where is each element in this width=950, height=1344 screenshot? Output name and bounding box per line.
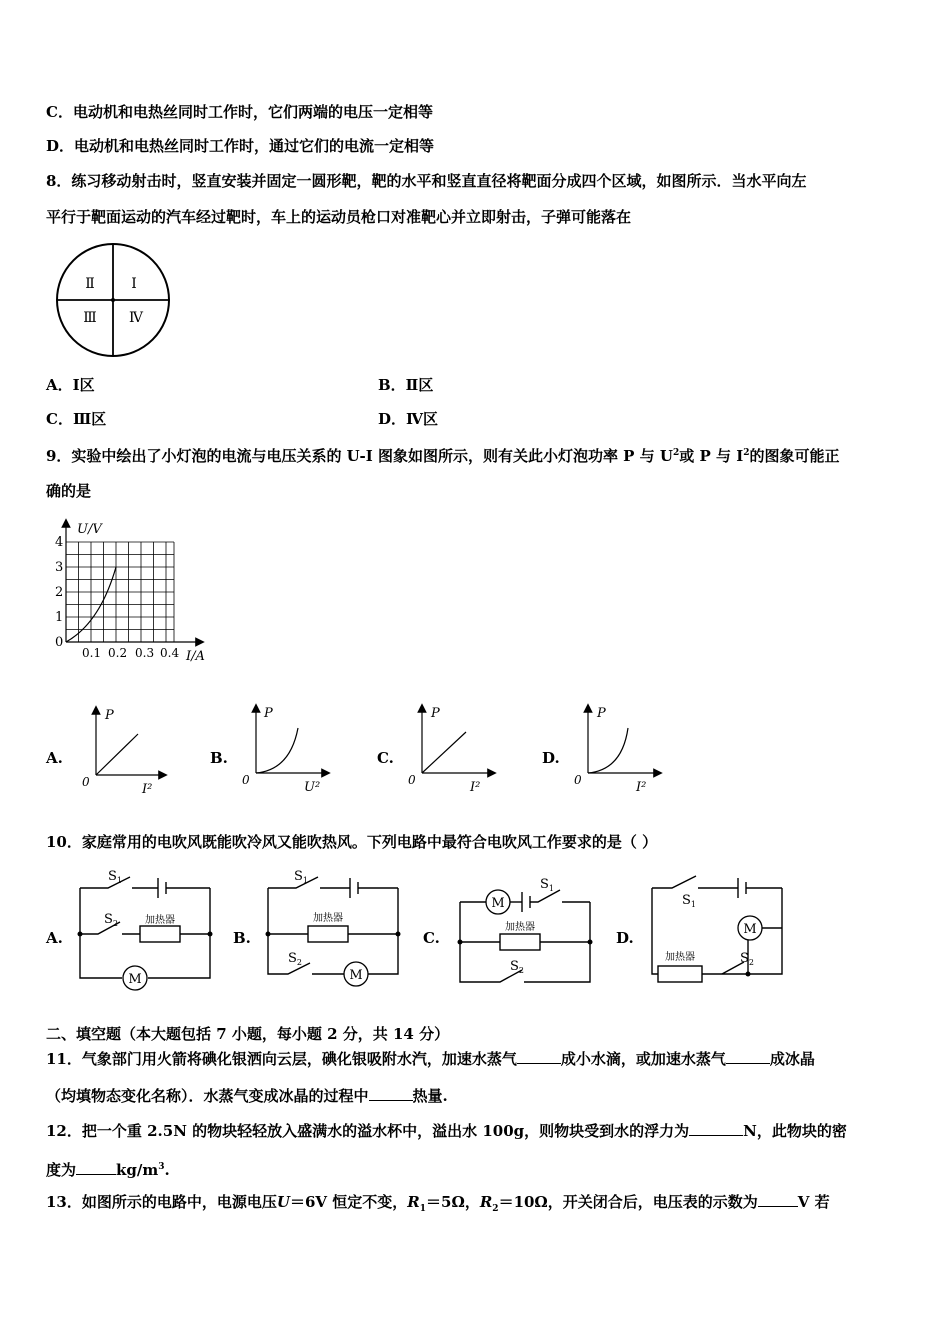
svg-text:M: M <box>349 968 363 983</box>
y-tick-4: 4 <box>55 535 64 550</box>
graph-grid <box>66 542 174 642</box>
svg-text:S1: $S_1$ <box>682 893 696 909</box>
q12-line1: 12．把一个重 2.5N 的物块轻轻放入盛满水的溢水杯中，溢出水 100g，则物块受到水的浮力为 N，此物块的密 <box>46 1122 847 1140</box>
q12-line2: 度为 $kg/m^3$. <box>46 1161 170 1179</box>
svg-text:S1: $S_1$ <box>108 869 122 885</box>
svg-text:0: 0 <box>574 773 582 787</box>
q9-option-d-letter: D. <box>542 749 560 767</box>
heater-label: 加热器 <box>505 922 535 933</box>
svg-text:I²: I² <box>470 780 481 795</box>
svg-text:P: P <box>431 706 440 721</box>
linear-line <box>422 732 466 773</box>
svg-text:M: M <box>491 896 505 911</box>
svg-text:U²: U² <box>304 780 321 795</box>
graph-x-label: I/A <box>186 649 205 664</box>
svg-text:S1: $S_1$ <box>294 869 308 885</box>
svg-text:P: P <box>264 706 273 721</box>
heater-label: 加热器 <box>145 915 175 926</box>
q11-line1: 11．气象部门用火箭将碘化银洒向云层，碘化银吸附水汽，加速水蒸气 成小水滴，或加速水蒸气 成冰晶 <box>46 1050 815 1068</box>
q10-option-d-letter: D. <box>616 929 634 947</box>
svg-text:P: P <box>597 706 606 721</box>
concave-curve <box>588 728 628 773</box>
q9-option-a-graph <box>78 702 168 797</box>
q11-line2: （均填物态变化名称）．水蒸气变成冰晶的过程中 热量. <box>46 1087 448 1105</box>
svg-text:S2: $S_2$ <box>510 959 524 975</box>
q10-circuit-c <box>450 862 600 997</box>
q8-option-d: D．Ⅳ区 <box>378 410 439 428</box>
svg-text:S1: $S_1$ <box>540 877 554 893</box>
q8-stem-line2: 平行于靶面运动的汽车经过靶时，车上的运动员枪口对准靶心并立即射击，子弹可能落在 <box>46 208 632 226</box>
q10-option-c-letter: C. <box>423 929 440 947</box>
svg-text:S2: $S_2$ <box>740 951 754 967</box>
q9-stem-line1: 9．实验中绘出了小灯泡的电流与电压关系的 U-I 图象如图所示，则有关此小灯泡功率 P 与 $U^2$或 P 与 $I^2$的图象可能正 <box>46 447 840 465</box>
svg-text:S2: $S_2$ <box>104 912 118 928</box>
svg-text:S2: $S_2$ <box>288 951 302 967</box>
x-tick-0.1: 0.1 <box>82 646 102 660</box>
y-tick-3: 3 <box>55 560 64 575</box>
q9-option-d-graph <box>570 700 665 795</box>
q10-option-b-letter: B. <box>233 929 251 947</box>
q8-stem-line1: 8．练习移动射击时，竖直安装并固定一圆形靶，靶的水平和竖直直径将靶面分成四个区域，如图所示．当水平向左 <box>46 172 807 190</box>
y-tick-1: 1 <box>55 610 64 625</box>
q7-option-c: C．电动机和电热丝同时工作时，它们两端的电压一定相等 <box>46 103 433 121</box>
q13-line1: 13．如图所示的电路中，电源电压U＝6V 恒定不变，$R_1=5\Omega$，$R_2=10\Omega$，开关闭合后，电压表的示数为 V 若 <box>46 1193 830 1214</box>
q8-target-figure <box>50 240 180 365</box>
svg-text:M: M <box>128 972 142 987</box>
svg-text:0: 0 <box>242 773 250 787</box>
svg-text:0: 0 <box>82 775 90 789</box>
section-2-title: 二、填空题（本大题包括 7 小题，每小题 2 分，共 14 分） <box>46 1025 450 1043</box>
concave-curve <box>256 728 298 773</box>
x-tick-0.4: 0.4 <box>160 646 180 660</box>
q8-option-a: A．Ⅰ区 <box>46 376 95 394</box>
graph-y-label: U/V <box>77 522 102 537</box>
region-iv-label: Ⅳ <box>129 310 143 326</box>
q9-option-a-letter: A. <box>46 749 63 767</box>
region-iii-label: Ⅲ <box>83 310 97 326</box>
q7-option-d: D．电动机和电热丝同时工作时，通过它们的电流一定相等 <box>46 137 435 155</box>
q9-option-c-letter: C. <box>377 749 394 767</box>
q9-option-b-graph <box>238 700 333 795</box>
q9-ui-graph <box>40 515 220 670</box>
q10-stem: 10．家庭常用的电吹风既能吹冷风又能吹热风。下列电路中最符合电吹风工作要求的是（ ） <box>46 833 658 851</box>
svg-text:M: M <box>743 922 757 937</box>
q8-option-b: B．Ⅱ区 <box>378 376 434 394</box>
target-center <box>111 298 115 302</box>
y-tick-2: 2 <box>55 585 64 600</box>
linear-line <box>96 734 138 775</box>
q10-circuit-d <box>642 862 792 997</box>
q10-circuit-b <box>258 862 408 997</box>
x-tick-0.3: 0.3 <box>135 646 155 660</box>
q9-option-c-graph <box>404 700 499 795</box>
heater-label: 加热器 <box>313 913 343 924</box>
svg-text:P: P <box>105 708 114 723</box>
q9-option-b-letter: B. <box>210 749 228 767</box>
q9-stem-line2: 确的是 <box>46 482 92 500</box>
heater-label: 加热器 <box>665 952 695 963</box>
x-tick-0.2: 0.2 <box>108 646 128 660</box>
q10-option-a-letter: A. <box>46 929 63 947</box>
svg-text:I²: I² <box>636 780 647 795</box>
svg-text:0: 0 <box>408 773 416 787</box>
region-i-label: Ⅰ <box>131 276 137 292</box>
q8-option-c: C．Ⅲ区 <box>46 410 107 428</box>
svg-text:I²: I² <box>142 782 153 797</box>
region-ii-label: Ⅱ <box>85 276 95 292</box>
y-tick-0: 0 <box>55 635 64 650</box>
q10-circuit-a <box>70 862 220 997</box>
